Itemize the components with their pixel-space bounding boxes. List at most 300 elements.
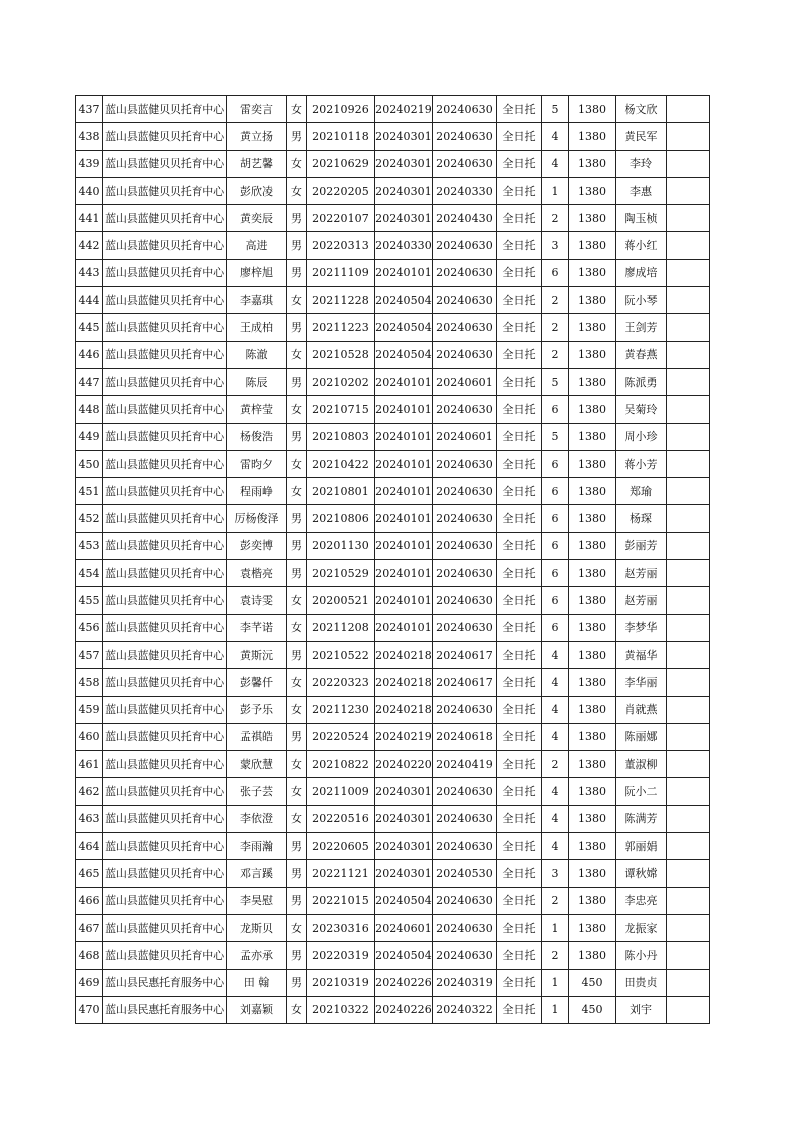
start-date-cell: 20240101 [375,396,433,423]
row-index-cell: 457 [76,641,103,668]
subsidy-amount-cell: 1380 [569,177,616,204]
guardian-name-cell: 周小珍 [616,423,667,450]
institution-name-cell: 蓝山县蓝健贝贝托育中心 [103,96,227,123]
table-row [76,587,710,614]
subsidy-amount-cell: 1380 [569,532,616,559]
table-row [76,778,710,805]
institution-name-cell: 蓝山县蓝健贝贝托育中心 [103,723,227,750]
guardian-name-cell: 李华丽 [616,669,667,696]
child-name-cell: 彭奕博 [227,532,287,559]
row-index-cell: 455 [76,587,103,614]
months-cell: 5 [542,96,569,123]
remarks-cell [667,505,710,532]
start-date-cell: 20240504 [375,341,433,368]
end-date-cell: 20240630 [433,396,497,423]
start-date-cell: 20240101 [375,259,433,286]
institution-name-cell: 蓝山县蓝健贝贝托育中心 [103,751,227,778]
remarks-cell [667,368,710,395]
gender-cell: 男 [287,205,307,232]
end-date-cell: 20240419 [433,751,497,778]
care-type-cell: 全日托 [497,587,542,614]
subsidy-amount-cell: 1380 [569,396,616,423]
months-cell: 4 [542,723,569,750]
institution-name-cell: 蓝山县蓝健贝贝托育中心 [103,368,227,395]
start-date-cell: 20240101 [375,478,433,505]
gender-cell: 女 [287,587,307,614]
table-row [76,478,710,505]
remarks-cell [667,996,710,1023]
birth-date-cell: 20210801 [307,478,375,505]
subsidy-amount-cell: 1380 [569,96,616,123]
remarks-cell [667,423,710,450]
care-type-cell: 全日托 [497,396,542,423]
months-cell: 2 [542,341,569,368]
start-date-cell: 20240101 [375,614,433,641]
care-type-cell: 全日托 [497,914,542,941]
care-type-cell: 全日托 [497,96,542,123]
gender-cell: 女 [287,341,307,368]
roster-body [76,96,710,1024]
guardian-name-cell: 杨琛 [616,505,667,532]
subsidy-amount-cell: 1380 [569,914,616,941]
child-name-cell: 蒙欣慧 [227,751,287,778]
care-type-cell: 全日托 [497,341,542,368]
table-row [76,450,710,477]
start-date-cell: 20240218 [375,641,433,668]
gender-cell: 女 [287,287,307,314]
care-type-cell: 全日托 [497,860,542,887]
care-type-cell: 全日托 [497,314,542,341]
guardian-name-cell: 王剑芳 [616,314,667,341]
guardian-name-cell: 董淑柳 [616,751,667,778]
row-index-cell: 458 [76,669,103,696]
row-index-cell: 440 [76,177,103,204]
row-index-cell: 450 [76,450,103,477]
start-date-cell: 20240101 [375,560,433,587]
child-name-cell: 杨俊浩 [227,423,287,450]
end-date-cell: 20240630 [433,478,497,505]
months-cell: 5 [542,368,569,395]
gender-cell: 男 [287,560,307,587]
row-index-cell: 446 [76,341,103,368]
row-index-cell: 445 [76,314,103,341]
table-row [76,669,710,696]
table-row [76,96,710,123]
care-type-cell: 全日托 [497,532,542,559]
row-index-cell: 467 [76,914,103,941]
row-index-cell: 462 [76,778,103,805]
guardian-name-cell: 黄春燕 [616,341,667,368]
birth-date-cell: 20210319 [307,969,375,996]
gender-cell: 女 [287,150,307,177]
start-date-cell: 20240218 [375,669,433,696]
subsidy-amount-cell: 1380 [569,123,616,150]
gender-cell: 男 [287,942,307,969]
care-type-cell: 全日托 [497,232,542,259]
end-date-cell: 20240430 [433,205,497,232]
months-cell: 4 [542,123,569,150]
gender-cell: 女 [287,450,307,477]
child-name-cell: 彭馨仟 [227,669,287,696]
guardian-name-cell: 阮小琴 [616,287,667,314]
subsidy-amount-cell: 1380 [569,641,616,668]
subsidy-amount-cell: 1380 [569,669,616,696]
remarks-cell [667,833,710,860]
start-date-cell: 20240504 [375,314,433,341]
row-index-cell: 456 [76,614,103,641]
table-row [76,860,710,887]
care-type-cell: 全日托 [497,969,542,996]
child-name-cell: 李嘉琪 [227,287,287,314]
care-type-cell: 全日托 [497,805,542,832]
institution-name-cell: 蓝山县蓝健贝贝托育中心 [103,478,227,505]
care-type-cell: 全日托 [497,423,542,450]
end-date-cell: 20240630 [433,778,497,805]
birth-date-cell: 20210118 [307,123,375,150]
remarks-cell [667,396,710,423]
end-date-cell: 20240630 [433,450,497,477]
gender-cell: 女 [287,669,307,696]
months-cell: 2 [542,287,569,314]
start-date-cell: 20240101 [375,505,433,532]
guardian-name-cell: 陈满芳 [616,805,667,832]
gender-cell: 男 [287,505,307,532]
months-cell: 6 [542,587,569,614]
child-name-cell: 黄梓莹 [227,396,287,423]
months-cell: 1 [542,996,569,1023]
care-type-cell: 全日托 [497,478,542,505]
row-index-cell: 453 [76,532,103,559]
months-cell: 2 [542,887,569,914]
gender-cell: 女 [287,805,307,832]
start-date-cell: 20240301 [375,778,433,805]
care-type-cell: 全日托 [497,669,542,696]
institution-name-cell: 蓝山县蓝健贝贝托育中心 [103,287,227,314]
months-cell: 4 [542,833,569,860]
subsidy-amount-cell: 1380 [569,696,616,723]
child-name-cell: 田 翰 [227,969,287,996]
months-cell: 6 [542,259,569,286]
start-date-cell: 20240504 [375,942,433,969]
remarks-cell [667,669,710,696]
birth-date-cell: 20201130 [307,532,375,559]
subsidy-amount-cell: 450 [569,996,616,1023]
table-row [76,696,710,723]
child-name-cell: 李雨瀚 [227,833,287,860]
row-index-cell: 437 [76,96,103,123]
care-type-cell: 全日托 [497,833,542,860]
end-date-cell: 20240630 [433,232,497,259]
months-cell: 2 [542,942,569,969]
birth-date-cell: 20210529 [307,560,375,587]
table-row [76,614,710,641]
months-cell: 4 [542,696,569,723]
row-index-cell: 448 [76,396,103,423]
institution-name-cell: 蓝山县蓝健贝贝托育中心 [103,259,227,286]
row-index-cell: 460 [76,723,103,750]
end-date-cell: 20240630 [433,123,497,150]
guardian-name-cell: 陈丽娜 [616,723,667,750]
institution-name-cell: 蓝山县蓝健贝贝托育中心 [103,450,227,477]
months-cell: 6 [542,532,569,559]
child-name-cell: 彭欣凌 [227,177,287,204]
guardian-name-cell: 赵芳丽 [616,587,667,614]
end-date-cell: 20240630 [433,259,497,286]
end-date-cell: 20240630 [433,942,497,969]
months-cell: 3 [542,232,569,259]
months-cell: 1 [542,177,569,204]
start-date-cell: 20240301 [375,833,433,860]
table-row [76,914,710,941]
end-date-cell: 20240618 [433,723,497,750]
start-date-cell: 20240504 [375,887,433,914]
remarks-cell [667,942,710,969]
birth-date-cell: 20210522 [307,641,375,668]
start-date-cell: 20240101 [375,423,433,450]
end-date-cell: 20240530 [433,860,497,887]
care-type-cell: 全日托 [497,641,542,668]
months-cell: 6 [542,450,569,477]
child-name-cell: 雷奕言 [227,96,287,123]
row-index-cell: 459 [76,696,103,723]
guardian-name-cell: 蒋小红 [616,232,667,259]
remarks-cell [667,696,710,723]
care-type-cell: 全日托 [497,205,542,232]
table-row [76,641,710,668]
child-name-cell: 黄立扬 [227,123,287,150]
row-index-cell: 449 [76,423,103,450]
institution-name-cell: 蓝山县蓝健贝贝托育中心 [103,232,227,259]
row-index-cell: 447 [76,368,103,395]
birth-date-cell: 20220524 [307,723,375,750]
gender-cell: 女 [287,614,307,641]
care-type-cell: 全日托 [497,259,542,286]
gender-cell: 男 [287,641,307,668]
subsidy-amount-cell: 1380 [569,887,616,914]
birth-date-cell: 20230316 [307,914,375,941]
row-index-cell: 444 [76,287,103,314]
end-date-cell: 20240601 [433,368,497,395]
remarks-cell [667,123,710,150]
end-date-cell: 20240322 [433,996,497,1023]
end-date-cell: 20240630 [433,341,497,368]
remarks-cell [667,887,710,914]
start-date-cell: 20240226 [375,996,433,1023]
row-index-cell: 452 [76,505,103,532]
guardian-name-cell: 郑瑜 [616,478,667,505]
start-date-cell: 20240219 [375,96,433,123]
birth-date-cell: 20200521 [307,587,375,614]
care-type-cell: 全日托 [497,287,542,314]
subsidy-amount-cell: 1380 [569,150,616,177]
birth-date-cell: 20210715 [307,396,375,423]
start-date-cell: 20240226 [375,969,433,996]
subsidy-amount-cell: 1380 [569,287,616,314]
roster-table [75,95,710,1024]
remarks-cell [667,478,710,505]
institution-name-cell: 蓝山县蓝健贝贝托育中心 [103,669,227,696]
row-index-cell: 442 [76,232,103,259]
birth-date-cell: 20220313 [307,232,375,259]
table-row [76,833,710,860]
row-index-cell: 466 [76,887,103,914]
remarks-cell [667,805,710,832]
subsidy-amount-cell: 1380 [569,805,616,832]
table-row [76,505,710,532]
birth-date-cell: 20220323 [307,669,375,696]
child-name-cell: 彭予乐 [227,696,287,723]
gender-cell: 男 [287,232,307,259]
institution-name-cell: 蓝山县蓝健贝贝托育中心 [103,860,227,887]
subsidy-amount-cell: 1380 [569,314,616,341]
remarks-cell [667,259,710,286]
start-date-cell: 20240101 [375,450,433,477]
table-row [76,205,710,232]
guardian-name-cell: 陈派勇 [616,368,667,395]
care-type-cell: 全日托 [497,942,542,969]
gender-cell: 男 [287,969,307,996]
end-date-cell: 20240630 [433,833,497,860]
institution-name-cell: 蓝山县蓝健贝贝托育中心 [103,532,227,559]
institution-name-cell: 蓝山县蓝健贝贝托育中心 [103,614,227,641]
institution-name-cell: 蓝山县蓝健贝贝托育中心 [103,833,227,860]
row-index-cell: 465 [76,860,103,887]
table-row [76,969,710,996]
row-index-cell: 439 [76,150,103,177]
gender-cell: 女 [287,778,307,805]
institution-name-cell: 蓝山县蓝健贝贝托育中心 [103,123,227,150]
birth-date-cell: 20221121 [307,860,375,887]
institution-name-cell: 蓝山县蓝健贝贝托育中心 [103,887,227,914]
care-type-cell: 全日托 [497,150,542,177]
start-date-cell: 20240504 [375,287,433,314]
end-date-cell: 20240630 [433,532,497,559]
remarks-cell [667,778,710,805]
child-name-cell: 刘嘉颖 [227,996,287,1023]
row-index-cell: 438 [76,123,103,150]
remarks-cell [667,96,710,123]
start-date-cell: 20240101 [375,368,433,395]
care-type-cell: 全日托 [497,723,542,750]
table-row [76,805,710,832]
institution-name-cell: 蓝山县蓝健贝贝托育中心 [103,505,227,532]
start-date-cell: 20240301 [375,860,433,887]
birth-date-cell: 20210803 [307,423,375,450]
start-date-cell: 20240101 [375,532,433,559]
table-row [76,560,710,587]
subsidy-amount-cell: 1380 [569,751,616,778]
guardian-name-cell: 陈小丹 [616,942,667,969]
row-index-cell: 443 [76,259,103,286]
months-cell: 2 [542,314,569,341]
table-row [76,259,710,286]
months-cell: 4 [542,669,569,696]
start-date-cell: 20240218 [375,696,433,723]
birth-date-cell: 20211230 [307,696,375,723]
birth-date-cell: 20220516 [307,805,375,832]
subsidy-amount-cell: 1380 [569,560,616,587]
start-date-cell: 20240601 [375,914,433,941]
care-type-cell: 全日托 [497,177,542,204]
guardian-name-cell: 李玲 [616,150,667,177]
end-date-cell: 20240330 [433,177,497,204]
end-date-cell: 20240630 [433,587,497,614]
guardian-name-cell: 赵芳丽 [616,560,667,587]
gender-cell: 女 [287,914,307,941]
institution-name-cell: 蓝山县蓝健贝贝托育中心 [103,341,227,368]
birth-date-cell: 20210422 [307,450,375,477]
guardian-name-cell: 刘宇 [616,996,667,1023]
end-date-cell: 20240630 [433,96,497,123]
gender-cell: 男 [287,368,307,395]
row-index-cell: 454 [76,560,103,587]
months-cell: 6 [542,396,569,423]
child-name-cell: 黄奕辰 [227,205,287,232]
institution-name-cell: 蓝山县蓝健贝贝托育中心 [103,150,227,177]
gender-cell: 女 [287,751,307,778]
row-index-cell: 463 [76,805,103,832]
table-row [76,123,710,150]
child-name-cell: 高进 [227,232,287,259]
months-cell: 6 [542,478,569,505]
institution-name-cell: 蓝山县蓝健贝贝托育中心 [103,396,227,423]
remarks-cell [667,314,710,341]
institution-name-cell: 蓝山县蓝健贝贝托育中心 [103,696,227,723]
subsidy-amount-cell: 450 [569,969,616,996]
institution-name-cell: 蓝山县蓝健贝贝托育中心 [103,205,227,232]
institution-name-cell: 蓝山县蓝健贝贝托育中心 [103,587,227,614]
remarks-cell [667,287,710,314]
care-type-cell: 全日托 [497,560,542,587]
gender-cell: 女 [287,478,307,505]
birth-date-cell: 20210322 [307,996,375,1023]
subsidy-amount-cell: 1380 [569,860,616,887]
subsidy-amount-cell: 1380 [569,259,616,286]
child-name-cell: 孟亦承 [227,942,287,969]
birth-date-cell: 20211228 [307,287,375,314]
remarks-cell [667,641,710,668]
guardian-name-cell: 田贵贞 [616,969,667,996]
end-date-cell: 20240630 [433,560,497,587]
remarks-cell [667,150,710,177]
table-row [76,996,710,1023]
child-name-cell: 邓言蹊 [227,860,287,887]
child-name-cell: 黄斯沅 [227,641,287,668]
subsidy-amount-cell: 1380 [569,614,616,641]
months-cell: 4 [542,778,569,805]
child-name-cell: 陈辰 [227,368,287,395]
gender-cell: 女 [287,96,307,123]
end-date-cell: 20240630 [433,696,497,723]
subsidy-amount-cell: 1380 [569,423,616,450]
end-date-cell: 20240630 [433,614,497,641]
table-row [76,150,710,177]
guardian-name-cell: 李惠 [616,177,667,204]
care-type-cell: 全日托 [497,751,542,778]
child-name-cell: 龙斯贝 [227,914,287,941]
guardian-name-cell: 吴菊玲 [616,396,667,423]
guardian-name-cell: 彭丽芳 [616,532,667,559]
remarks-cell [667,614,710,641]
start-date-cell: 20240101 [375,587,433,614]
end-date-cell: 20240319 [433,969,497,996]
institution-name-cell: 蓝山县蓝健贝贝托育中心 [103,314,227,341]
birth-date-cell: 20220319 [307,942,375,969]
remarks-cell [667,723,710,750]
child-name-cell: 张子芸 [227,778,287,805]
start-date-cell: 20240330 [375,232,433,259]
months-cell: 3 [542,860,569,887]
